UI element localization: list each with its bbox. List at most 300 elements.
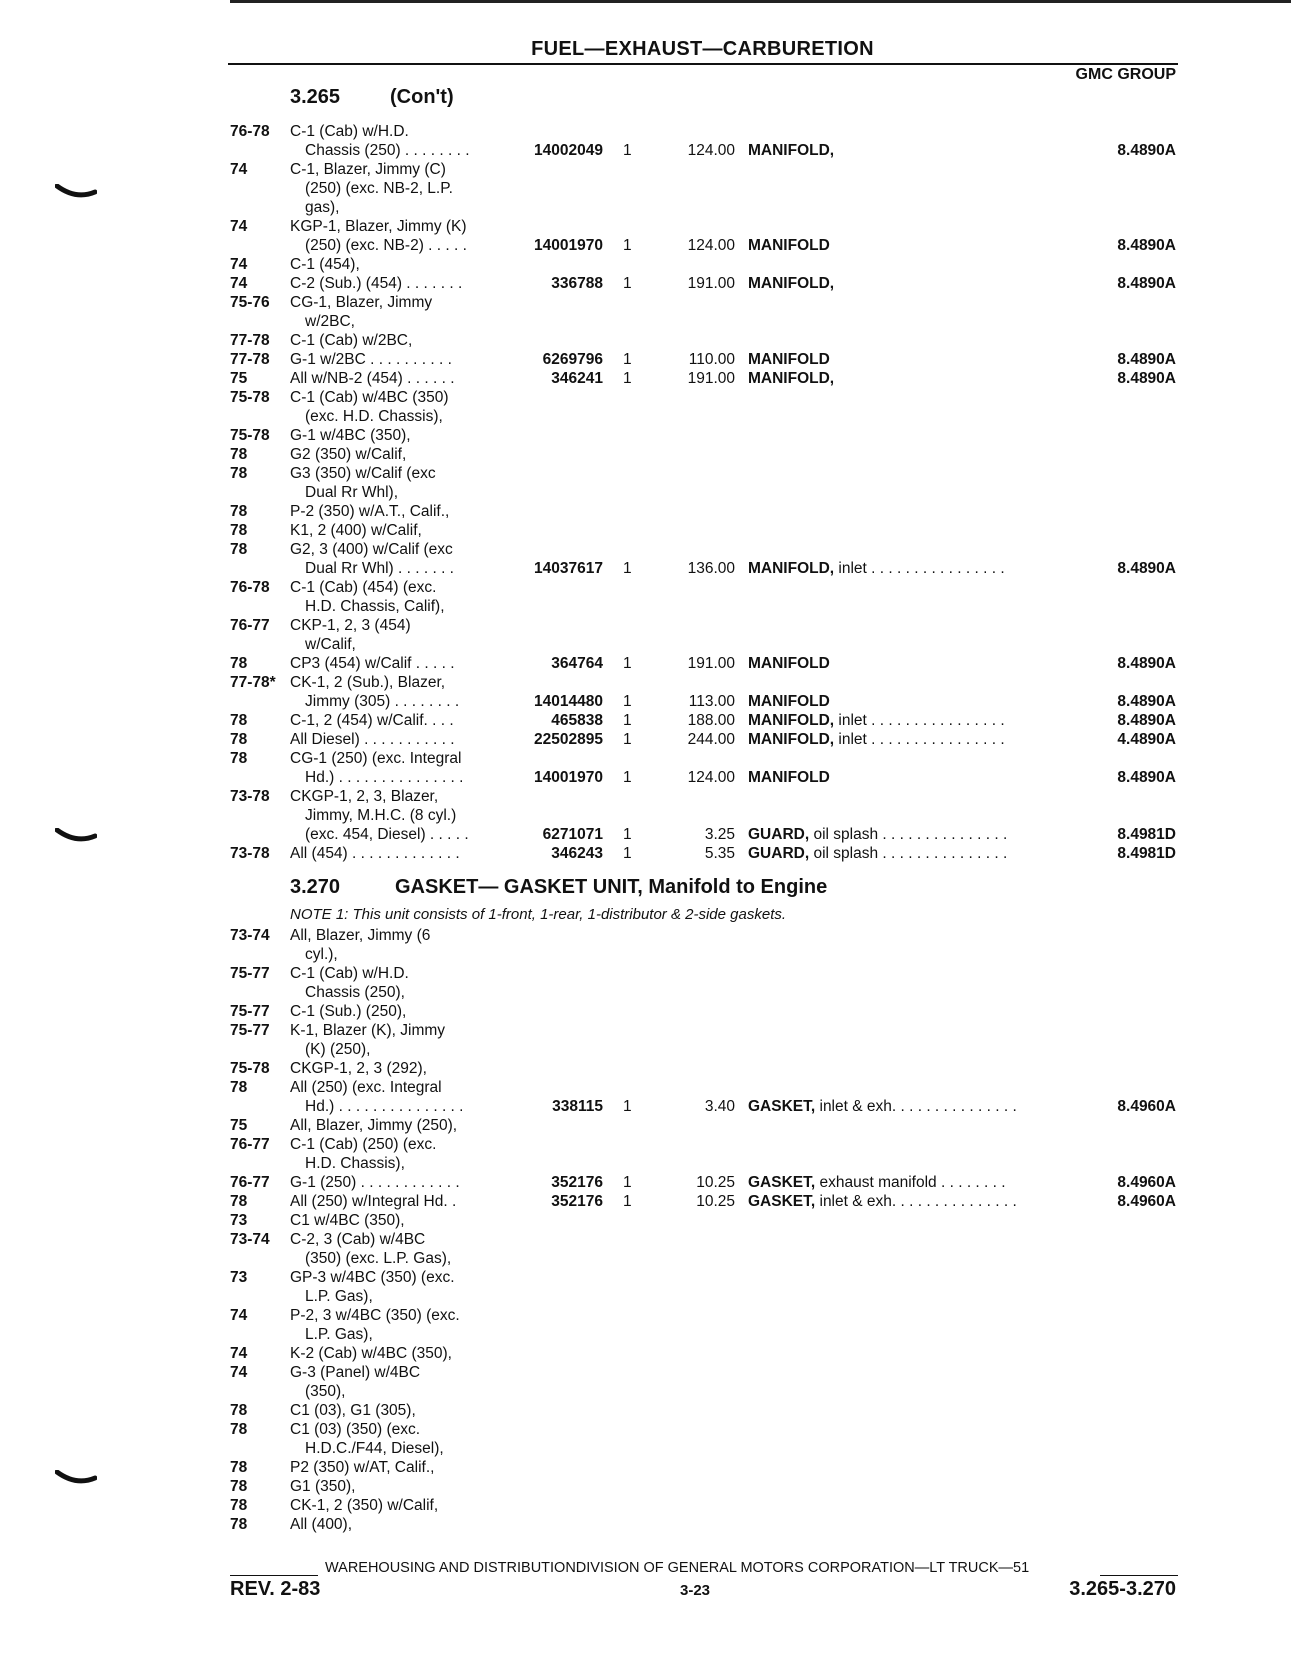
application: All (250) (exc. Integral [290,1079,442,1096]
footer-revision: REV. 2-83 [230,1578,321,1600]
punch-hole-mark [55,828,97,844]
part-detail: oil splash . . . . . . . . . . . . . . . [809,845,1008,862]
model-year: 78 [230,465,248,482]
table-row [0,730,1291,749]
part-description [748,350,830,369]
part-name: MANIFOLD [748,351,830,368]
part-description [748,768,830,787]
price: 191.00 [687,275,735,292]
application: L.P. Gas), [305,1326,373,1343]
table-row [0,350,1291,369]
part-detail: oil splash . . . . . . . . . . . . . . . [809,826,1008,843]
quantity: 1 [623,370,632,387]
table-row [0,1097,1291,1116]
application: CG-1, Blazer, Jimmy [290,294,433,311]
footer-publisher: WAREHOUSING AND DISTRIBUTIONDIVISION OF GENERAL MOTORS CORPORATION—LT TRUCK—51 [325,1560,1030,1576]
application: w/2BC, [305,313,355,330]
table-row [0,141,1291,160]
model-year: 73-74 [230,927,270,944]
table-row [0,464,1291,483]
application: All, Blazer, Jimmy (6 [290,927,431,944]
price: 124.00 [687,237,735,254]
part-name: GASKET, [748,1193,816,1210]
part-number: 338115 [552,1098,603,1115]
application: Chassis (250) . . . . . . . . [305,142,470,159]
table-row [0,806,1291,825]
group-number: 8.4960A [1117,1098,1176,1115]
model-year: 76-77 [230,1136,270,1153]
table-row [0,1382,1291,1401]
table-row [0,787,1291,806]
table-row [0,1325,1291,1344]
part-number: 346241 [551,370,603,387]
table-row [0,369,1291,388]
quantity: 1 [623,731,632,748]
quantity: 1 [623,1193,632,1210]
table-row [0,692,1291,711]
part-number: 14014480 [534,693,603,710]
table-row [0,274,1291,293]
model-year: 75 [230,1117,248,1134]
part-number: 14002049 [534,142,603,159]
model-year: 74 [230,256,248,273]
part-description [748,369,834,388]
quantity: 1 [623,845,632,862]
top-border [230,0,1291,3]
model-year: 78 [230,1459,248,1476]
table-row [0,964,1291,983]
model-year: 78 [230,1079,248,1096]
model-year: 77-78 [230,351,270,368]
table-row [0,312,1291,331]
model-year: 73-78 [230,845,270,862]
application: G3 (350) w/Calif (exc [290,465,436,482]
part-number: 352176 [551,1193,603,1210]
table-row [0,1059,1291,1078]
application: w/Calif, [305,636,356,653]
table-row [0,635,1291,654]
quantity: 1 [623,712,632,729]
quantity: 1 [623,275,632,292]
model-year: 77-78* [230,674,276,691]
table-row [0,1458,1291,1477]
quantity: 1 [623,351,632,368]
quantity: 1 [623,693,632,710]
table-row [0,616,1291,635]
table-row [0,179,1291,198]
table-row [0,540,1291,559]
table-row [0,1078,1291,1097]
part-name: MANIFOLD, [748,731,835,748]
footer-rule-left [230,1575,318,1576]
table-row [0,1135,1291,1154]
model-year: 75-78 [230,1060,270,1077]
application: C-2 (Sub.) (454) . . . . . . . [290,275,463,292]
model-year: 78 [230,750,248,767]
table-row [0,1211,1291,1230]
quantity: 1 [623,769,632,786]
application: (350) (exc. L.P. Gas), [305,1250,452,1267]
part-name: MANIFOLD, [748,712,835,729]
section-3265-suffix: (Con't) [390,86,454,108]
table-row [0,1401,1291,1420]
part-number: 352176 [551,1174,603,1191]
table-row [0,502,1291,521]
part-detail: inlet . . . . . . . . . . . . . . . . [834,560,1005,577]
table-row [0,236,1291,255]
application: CKGP-1, 2, 3 (292), [290,1060,427,1077]
page-title: FUEL—EXHAUST—CARBURETION [531,38,874,60]
table-row [0,1192,1291,1211]
model-year: 75 [230,370,248,387]
model-year: 78 [230,712,248,729]
application: All, Blazer, Jimmy (250), [290,1117,458,1134]
application: P2 (350) w/AT, Calif., [290,1459,435,1476]
section-note: NOTE 1: This unit consists of 1-front, 1-rear, 1-distributor & 2-side gaskets. [290,906,787,923]
application: C-1 (Sub.) (250), [290,1003,407,1020]
model-year: 77-78 [230,332,270,349]
model-year: 74 [230,161,248,178]
application: P-2 (350) w/A.T., Calif., [290,503,450,520]
part-number: 22502895 [534,731,603,748]
part-description [748,730,1005,749]
model-year: 74 [230,1345,248,1362]
part-name: MANIFOLD [748,769,830,786]
model-year: 78 [230,731,248,748]
price: 113.00 [688,693,735,710]
table-row [0,926,1291,945]
part-number: 14001970 [534,237,603,254]
part-number: 14037617 [534,560,603,577]
model-year: 73 [230,1212,248,1229]
price: 136.00 [687,560,735,577]
application: C-1 (454), [290,256,360,273]
application: Hd.) . . . . . . . . . . . . . . . [305,769,464,786]
group-number: 4.4890A [1117,731,1176,748]
group-number: 8.4890A [1117,655,1176,672]
table-row [0,1173,1291,1192]
part-detail: inlet . . . . . . . . . . . . . . . . [834,731,1005,748]
application: (350), [305,1383,346,1400]
group-label: GMC GROUP [1075,66,1176,83]
part-description [748,141,834,160]
application: G2, 3 (400) w/Calif (exc [290,541,453,558]
application: CKGP-1, 2, 3, Blazer, [290,788,439,805]
table-row [0,1439,1291,1458]
group-number: 8.4890A [1117,693,1176,710]
part-description [748,692,830,711]
price: 3.25 [704,826,735,843]
application: Jimmy, M.H.C. (8 cyl.) [305,807,457,824]
model-year: 78 [230,1478,248,1495]
part-number: 364764 [551,655,603,672]
quantity: 1 [623,1098,632,1115]
table-row [0,1306,1291,1325]
application: CKP-1, 2, 3 (454) [290,617,411,634]
group-number: 8.4960A [1117,1174,1176,1191]
quantity: 1 [623,655,632,672]
table-row [0,388,1291,407]
part-detail: inlet & exh. . . . . . . . . . . . . . . [815,1098,1017,1115]
part-description [748,711,1005,730]
table-row [0,426,1291,445]
price: 124.00 [687,142,735,159]
group-number: 8.4890A [1117,560,1176,577]
table-row [0,1420,1291,1439]
model-year: 75-78 [230,389,270,406]
punch-hole-mark [55,1470,97,1486]
application: All (250) w/Integral Hd. . [290,1193,457,1210]
application: G-3 (Panel) w/4BC [290,1364,421,1381]
application: (250) (exc. NB-2) . . . . . [305,237,467,254]
part-description [748,274,834,293]
table-row [0,1154,1291,1173]
application: C-1 (Cab) (250) (exc. [290,1136,437,1153]
model-year: 73-74 [230,1231,270,1248]
application: H.D. Chassis), [305,1155,405,1172]
part-name: MANIFOLD [748,693,830,710]
price: 10.25 [696,1193,735,1210]
application: K1, 2 (400) w/Calif, [290,522,422,539]
part-number: 336788 [551,275,603,292]
price: 3.40 [704,1098,735,1115]
application: CG-1 (250) (exc. Integral [290,750,462,767]
table-row [0,768,1291,787]
application: G-1 w/2BC . . . . . . . . . . [290,351,452,368]
quantity: 1 [623,826,632,843]
price: 191.00 [687,655,735,672]
title-rule [228,63,1178,65]
application: Hd.) . . . . . . . . . . . . . . . [305,1098,464,1115]
application: Jimmy (305) . . . . . . . . [305,693,460,710]
table-row [0,749,1291,768]
model-year: 75-76 [230,294,270,311]
model-year: 73 [230,1269,248,1286]
model-year: 78 [230,522,248,539]
footer-rule-right [1100,1575,1178,1576]
table-row [0,483,1291,502]
part-name: GASKET, [748,1174,816,1191]
part-description [748,825,1007,844]
application: C-1 (Cab) w/4BC (350) [290,389,449,406]
application: gas), [305,199,340,216]
group-number: 8.4981D [1117,845,1176,862]
part-description [748,559,1005,578]
part-number: 465838 [551,712,603,729]
table-row [0,825,1291,844]
table-row [0,1344,1291,1363]
table-row [0,945,1291,964]
application: G1 (350), [290,1478,356,1495]
table-row [0,1021,1291,1040]
application: G-1 (250) . . . . . . . . . . . . [290,1174,460,1191]
model-year: 76-77 [230,617,270,634]
price: 191.00 [687,370,735,387]
part-name: GASKET, [748,1098,816,1115]
model-year: 78 [230,503,248,520]
application: (250) (exc. NB-2, L.P. [305,180,453,197]
application: C-1 (Cab) (454) (exc. [290,579,437,596]
model-year: 73-78 [230,788,270,805]
table-row [0,983,1291,1002]
application: (K) (250), [305,1041,371,1058]
price: 244.00 [687,731,735,748]
table-row [0,1268,1291,1287]
table-row [0,198,1291,217]
model-year: 78 [230,1421,248,1438]
table-row [0,160,1291,179]
group-number: 8.4960A [1117,1193,1176,1210]
application: G2 (350) w/Calif, [290,446,407,463]
application: cyl.), [305,946,338,963]
application: L.P. Gas), [305,1288,373,1305]
application: H.D.C./F44, Diesel), [305,1440,444,1457]
price: 124.00 [687,769,735,786]
table-row [0,559,1291,578]
application: CP3 (454) w/Calif . . . . . [290,655,455,672]
model-year: 78 [230,1193,248,1210]
application: C-1, 2 (454) w/Calif. . . . [290,712,454,729]
table-row [0,1230,1291,1249]
application: All (454) . . . . . . . . . . . . . [290,845,460,862]
table-row [0,711,1291,730]
table-row [0,331,1291,350]
table-row [0,293,1291,312]
price: 188.00 [687,712,735,729]
part-name: MANIFOLD, [748,370,835,387]
part-number: 6269796 [542,351,603,368]
part-name: GUARD, [748,845,810,862]
group-number: 8.4890A [1117,370,1176,387]
application: CK-1, 2 (Sub.), Blazer, [290,674,446,691]
quantity: 1 [623,560,632,577]
table-row [0,1249,1291,1268]
application: C1 (03) (350) (exc. [290,1421,421,1438]
price: 5.35 [704,845,735,862]
group-number: 8.4890A [1117,237,1176,254]
footer-page-number: 3-23 [680,1582,711,1599]
application: All w/NB-2 (454) . . . . . . [290,370,455,387]
model-year: 76-77 [230,1174,270,1191]
table-row [0,578,1291,597]
table-row [0,654,1291,673]
table-row [0,217,1291,236]
model-year: 78 [230,541,248,558]
table-row [0,1287,1291,1306]
quantity: 1 [623,142,632,159]
model-year: 78 [230,1497,248,1514]
model-year: 76-78 [230,123,270,140]
application: Chassis (250), [305,984,405,1001]
model-year: 75-77 [230,965,270,982]
table-row [0,673,1291,692]
application: C1 w/4BC (350), [290,1212,405,1229]
table-row [0,1496,1291,1515]
punch-hole-mark [55,184,97,200]
table-row [0,1477,1291,1496]
application: C-1, Blazer, Jimmy (C) [290,161,446,178]
table-row [0,255,1291,274]
model-year: 75-77 [230,1003,270,1020]
application: (exc. 454, Diesel) . . . . . [305,826,469,843]
table-row [0,445,1291,464]
part-description [748,654,830,673]
section-3265-number: 3.265 [290,86,341,108]
group-number: 8.4890A [1117,712,1176,729]
part-description [748,844,1007,863]
table-row [0,1363,1291,1382]
part-name: GUARD, [748,826,810,843]
table-row [0,1040,1291,1059]
part-name: MANIFOLD, [748,560,835,577]
group-number: 8.4890A [1117,351,1176,368]
application: GP-3 w/4BC (350) (exc. [290,1269,455,1286]
table-row [0,1515,1291,1534]
table-row [0,1002,1291,1021]
application: P-2, 3 w/4BC (350) (exc. [290,1307,460,1324]
table-row [0,122,1291,141]
price: 10.25 [696,1174,735,1191]
part-name: MANIFOLD [748,655,830,672]
part-name: MANIFOLD, [748,142,835,159]
part-detail: exhaust manifold . . . . . . . . [815,1174,1006,1191]
table-row [0,597,1291,616]
application: C-1 (Cab) w/H.D. [290,965,409,982]
table-row [0,521,1291,540]
model-year: 78 [230,446,248,463]
part-name: MANIFOLD, [748,275,835,292]
application: C-1 (Cab) w/2BC, [290,332,413,349]
table-row [0,844,1291,863]
group-number: 8.4890A [1117,275,1176,292]
application: CK-1, 2 (350) w/Calif, [290,1497,439,1514]
section-3270-heading: GASKET— GASKET UNIT, Manifold to Engine [395,876,828,898]
application: K-2 (Cab) w/4BC (350), [290,1345,452,1362]
model-year: 75-77 [230,1022,270,1039]
application: C-2, 3 (Cab) w/4BC [290,1231,426,1248]
part-description [748,1192,1017,1211]
application: C1 (03), G1 (305), [290,1402,416,1419]
table-row [0,407,1291,426]
application: C-1 (Cab) w/H.D. [290,123,409,140]
model-year: 74 [230,1364,248,1381]
application: All (400), [290,1516,353,1533]
model-year: 78 [230,655,248,672]
application: KGP-1, Blazer, Jimmy (K) [290,218,467,235]
model-year: 74 [230,275,248,292]
part-detail: inlet & exh. . . . . . . . . . . . . . . [815,1193,1017,1210]
application: All Diesel) . . . . . . . . . . . [290,731,455,748]
group-number: 8.4890A [1117,769,1176,786]
part-number: 346243 [551,845,603,862]
section-3270-number: 3.270 [290,876,341,898]
group-number: 8.4981D [1117,826,1176,843]
model-year: 78 [230,1402,248,1419]
quantity: 1 [623,237,632,254]
part-number: 14001970 [534,769,603,786]
model-year: 76-78 [230,579,270,596]
application: H.D. Chassis, Calif), [305,598,445,615]
part-description [748,1173,1006,1192]
group-number: 8.4890A [1117,142,1176,159]
part-number: 6271071 [542,826,603,843]
footer-section-range: 3.265-3.270 [1069,1578,1176,1600]
application: G-1 w/4BC (350), [290,427,411,444]
quantity: 1 [623,1174,632,1191]
price: 110.00 [688,351,735,368]
table-row [0,1116,1291,1135]
part-description [748,236,830,255]
